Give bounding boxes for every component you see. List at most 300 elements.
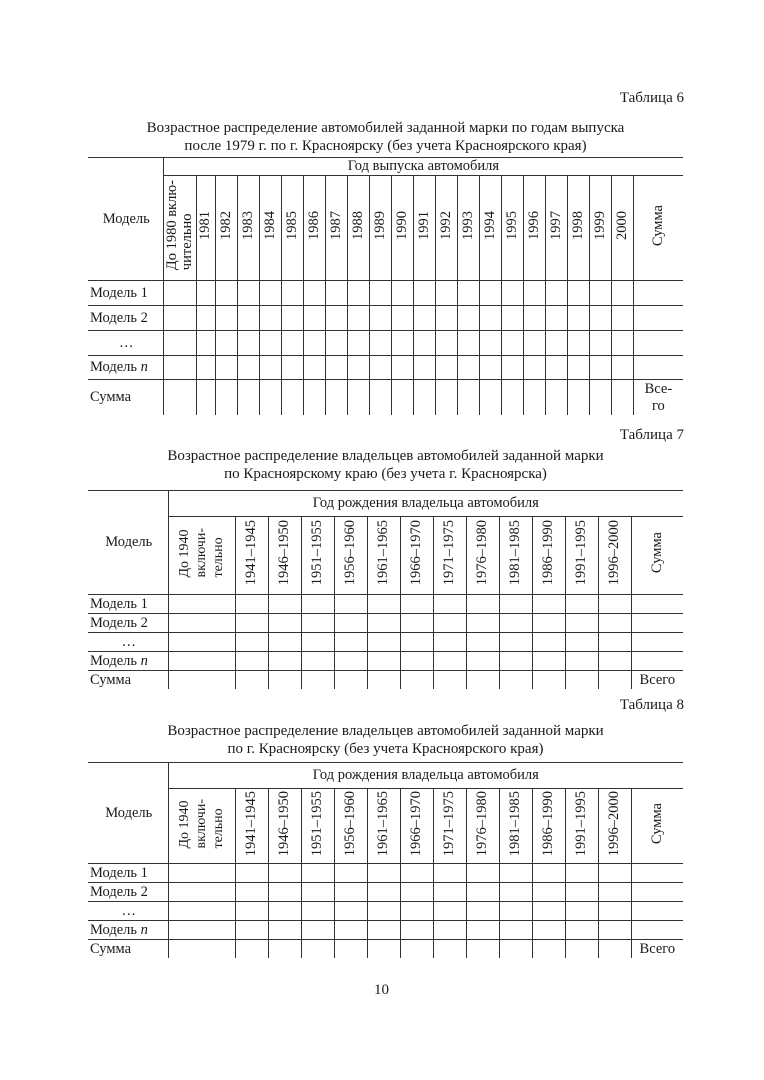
- empty-cell: [433, 652, 466, 671]
- empty-cell: [435, 356, 457, 380]
- empty-cell: [259, 281, 281, 306]
- empty-cell: [631, 902, 683, 921]
- empty-cell: [400, 633, 433, 652]
- empty-cell: [391, 306, 413, 331]
- table-row: [88, 595, 683, 614]
- empty-cell: [235, 652, 268, 671]
- table-row: [88, 331, 683, 356]
- empty-cell: [589, 356, 611, 380]
- empty-cell: [347, 306, 369, 331]
- empty-cell: [303, 356, 325, 380]
- column-header-cell: [457, 176, 479, 281]
- column-header: 1971–1975: [441, 520, 457, 586]
- empty-cell: [598, 864, 631, 883]
- sum-column-header: Сумма: [649, 204, 666, 247]
- model-header-cell: [88, 491, 168, 595]
- empty-cell: [301, 940, 334, 959]
- empty-cell: [413, 281, 435, 306]
- column-header-cell: [501, 176, 523, 281]
- column-header-cell: [391, 176, 413, 281]
- empty-cell: [532, 902, 565, 921]
- column-header: 1981: [197, 211, 213, 240]
- empty-cell: [400, 921, 433, 940]
- sum-column-header: Сумма: [648, 532, 665, 574]
- row-label-italic: n: [140, 921, 148, 938]
- column-header: 1999: [591, 211, 608, 240]
- empty-cell: [413, 356, 435, 380]
- table-row: [88, 306, 683, 331]
- empty-cell: [598, 921, 631, 940]
- empty-cell: [435, 281, 457, 306]
- empty-cell: [631, 864, 683, 883]
- empty-cell: [334, 902, 367, 921]
- empty-cell: [466, 595, 499, 614]
- empty-cell: [523, 356, 545, 380]
- empty-cell: [301, 671, 334, 690]
- column-header: 1946–1950: [276, 790, 292, 857]
- model-header-cell: [88, 763, 168, 864]
- empty-cell: [235, 902, 268, 921]
- empty-cell: [501, 331, 523, 356]
- row-label: …: [119, 334, 134, 351]
- row-label: …: [121, 902, 136, 919]
- row-label-cell: [88, 633, 168, 652]
- empty-cell: [303, 306, 325, 331]
- empty-cell: [523, 380, 545, 416]
- empty-cell: [565, 614, 598, 633]
- column-header: 1946–1950: [276, 520, 292, 586]
- column-header-cell: [215, 176, 237, 281]
- empty-cell: [433, 671, 466, 690]
- empty-cell: [268, 633, 301, 652]
- empty-cell: [611, 356, 633, 380]
- empty-cell: [334, 921, 367, 940]
- column-header-cell: [479, 176, 501, 281]
- empty-cell: [532, 652, 565, 671]
- empty-cell: [367, 902, 400, 921]
- empty-cell: [325, 306, 347, 331]
- empty-cell: [168, 614, 235, 633]
- empty-cell: [611, 281, 633, 306]
- empty-cell: [268, 883, 301, 902]
- empty-cell: [400, 883, 433, 902]
- table-6-title: [88, 119, 683, 155]
- row-label: Модель 2: [90, 614, 148, 631]
- empty-cell: [435, 306, 457, 331]
- column-header: 1983: [239, 211, 256, 240]
- column-header: 1988: [349, 211, 366, 240]
- empty-cell: [367, 614, 400, 633]
- column-header-cell: [268, 789, 301, 864]
- column-header-cell: [499, 789, 532, 864]
- column-header: 1996–2000: [606, 790, 622, 857]
- column-header-cell: [235, 517, 268, 595]
- column-header-cell: [168, 517, 235, 595]
- empty-cell: [367, 940, 400, 959]
- table-8-title: [88, 722, 683, 758]
- empty-cell: [565, 940, 598, 959]
- table-7-title-line-1: Возрастное распределение владельцев автомобилей заданной марки: [167, 448, 604, 464]
- empty-cell: [301, 883, 334, 902]
- empty-cell: [301, 633, 334, 652]
- column-header: 1996–2000: [606, 520, 622, 586]
- row-label-cell: [88, 331, 163, 356]
- empty-cell: [168, 921, 235, 940]
- table-row: [88, 652, 683, 671]
- sum-row: [88, 671, 683, 690]
- empty-cell: [268, 921, 301, 940]
- column-header-cell: [565, 789, 598, 864]
- empty-cell: [523, 281, 545, 306]
- row-label: Модель 2: [90, 309, 148, 326]
- empty-cell: [168, 940, 235, 959]
- page-number: 10: [374, 982, 389, 998]
- empty-cell: [237, 281, 259, 306]
- empty-cell: [369, 331, 391, 356]
- empty-cell: [499, 595, 532, 614]
- empty-cell: [413, 331, 435, 356]
- empty-cell: [532, 671, 565, 690]
- empty-cell: [499, 883, 532, 902]
- empty-cell: [565, 633, 598, 652]
- column-header-cell: [400, 517, 433, 595]
- empty-cell: [334, 883, 367, 902]
- empty-cell: [367, 671, 400, 690]
- group-header: Год рождения владельца автомобиля: [168, 491, 683, 517]
- row-label-italic: n: [140, 359, 148, 375]
- empty-cell: [215, 331, 237, 356]
- column-header: 1966–1970: [408, 790, 424, 857]
- empty-cell: [532, 921, 565, 940]
- empty-cell: [598, 595, 631, 614]
- empty-cell: [367, 883, 400, 902]
- column-header: 1995: [503, 211, 520, 240]
- row-label-cell: [88, 921, 168, 940]
- column-header-cell: [433, 517, 466, 595]
- empty-cell: [235, 595, 268, 614]
- empty-cell: [196, 306, 215, 331]
- column-header-cell: [259, 176, 281, 281]
- grand-total-cell: Всего: [631, 671, 683, 690]
- empty-cell: [268, 864, 301, 883]
- empty-cell: [479, 281, 501, 306]
- empty-cell: [268, 940, 301, 959]
- empty-cell: [369, 356, 391, 380]
- table-7: [88, 490, 683, 689]
- empty-cell: [466, 652, 499, 671]
- empty-cell: [367, 595, 400, 614]
- column-header: 1951–1955: [309, 520, 325, 586]
- empty-cell: [235, 671, 268, 690]
- empty-cell: [567, 380, 589, 416]
- column-header-cell: [235, 789, 268, 864]
- empty-cell: [457, 331, 479, 356]
- empty-cell: [237, 306, 259, 331]
- empty-cell: [499, 902, 532, 921]
- header-row: [88, 491, 683, 517]
- column-header: 1951–1955: [309, 790, 325, 857]
- empty-cell: [611, 380, 633, 416]
- empty-cell: [545, 380, 567, 416]
- column-header: 1998: [569, 211, 586, 240]
- row-label-cell: [88, 883, 168, 902]
- empty-cell: [168, 671, 235, 690]
- row-label: Модель n: [90, 359, 148, 375]
- empty-cell: [196, 356, 215, 380]
- row-label: Модель 1: [90, 595, 148, 612]
- empty-cell: [631, 883, 683, 902]
- empty-cell: [598, 633, 631, 652]
- empty-cell: [163, 356, 196, 380]
- empty-cell: [301, 595, 334, 614]
- column-header-cell: [499, 517, 532, 595]
- empty-cell: [367, 864, 400, 883]
- empty-cell: [367, 633, 400, 652]
- row-label-cell: [88, 281, 163, 306]
- empty-cell: [235, 883, 268, 902]
- column-header-cell: [466, 789, 499, 864]
- empty-cell: [168, 883, 235, 902]
- column-header-cell: [334, 517, 367, 595]
- empty-cell: [479, 306, 501, 331]
- empty-cell: [565, 595, 598, 614]
- empty-cell: [466, 921, 499, 940]
- empty-cell: [281, 306, 303, 331]
- empty-cell: [334, 633, 367, 652]
- empty-cell: [598, 883, 631, 902]
- empty-cell: [259, 380, 281, 416]
- column-header: 1981–1985: [507, 790, 523, 857]
- empty-cell: [567, 306, 589, 331]
- column-header-cell: [303, 176, 325, 281]
- empty-cell: [347, 281, 369, 306]
- column-header: 1990: [393, 211, 410, 240]
- empty-cell: [433, 883, 466, 902]
- sum-row: [88, 380, 683, 416]
- table-row: [88, 883, 683, 902]
- empty-cell: [334, 595, 367, 614]
- empty-cell: [433, 921, 466, 940]
- column-header-cell: [347, 176, 369, 281]
- empty-cell: [598, 614, 631, 633]
- column-header: 1997: [547, 211, 564, 240]
- table-7-title: [88, 447, 683, 483]
- empty-cell: [303, 380, 325, 416]
- column-header-cell: [196, 176, 215, 281]
- empty-cell: [301, 864, 334, 883]
- empty-cell: [532, 883, 565, 902]
- empty-cell: [532, 864, 565, 883]
- empty-cell: [466, 940, 499, 959]
- empty-cell: [400, 864, 433, 883]
- column-header: 1994: [481, 211, 498, 240]
- group-header: Год выпуска автомобиля: [163, 158, 683, 176]
- empty-cell: [565, 902, 598, 921]
- empty-cell: [433, 614, 466, 633]
- column-header-row: [88, 176, 683, 281]
- empty-cell: [479, 356, 501, 380]
- column-header: 1961–1965: [375, 790, 391, 857]
- table-row: [88, 614, 683, 633]
- row-label-cell: [88, 614, 168, 633]
- empty-cell: [334, 652, 367, 671]
- empty-cell: [499, 614, 532, 633]
- table-row: [88, 921, 683, 940]
- empty-cell: [633, 356, 683, 380]
- column-header-cell: [334, 789, 367, 864]
- empty-cell: [532, 633, 565, 652]
- empty-cell: [598, 902, 631, 921]
- empty-cell: [325, 380, 347, 416]
- empty-cell: [347, 331, 369, 356]
- empty-cell: [235, 921, 268, 940]
- empty-cell: [215, 306, 237, 331]
- column-header: 1981–1985: [507, 520, 523, 586]
- empty-cell: [433, 902, 466, 921]
- table-row: [88, 902, 683, 921]
- empty-cell: [631, 652, 683, 671]
- column-header: 1996: [525, 211, 542, 240]
- table-row: [88, 356, 683, 380]
- grand-total-cell: Всего: [631, 940, 683, 959]
- column-header: 1984: [261, 211, 278, 240]
- model-header-cell: [88, 158, 163, 281]
- empty-cell: [499, 652, 532, 671]
- empty-cell: [565, 883, 598, 902]
- row-label: Модель n: [90, 652, 148, 669]
- column-header: 1991–1995: [573, 790, 589, 857]
- empty-cell: [334, 940, 367, 959]
- column-header: 1971–1975: [441, 790, 457, 857]
- column-header-cell: [168, 789, 235, 864]
- empty-cell: [400, 671, 433, 690]
- empty-cell: [631, 595, 683, 614]
- empty-cell: [325, 281, 347, 306]
- column-header-cell: [367, 517, 400, 595]
- empty-cell: [196, 380, 215, 416]
- empty-cell: [281, 380, 303, 416]
- column-header: 1985: [283, 211, 300, 240]
- column-header: 1956–1960: [342, 520, 358, 586]
- empty-cell: [400, 902, 433, 921]
- empty-cell: [633, 306, 683, 331]
- empty-cell: [268, 614, 301, 633]
- empty-cell: [433, 633, 466, 652]
- empty-cell: [301, 902, 334, 921]
- empty-cell: [281, 281, 303, 306]
- empty-cell: [196, 331, 215, 356]
- column-header-cell: [400, 789, 433, 864]
- empty-cell: [499, 671, 532, 690]
- row-label: Модель n: [90, 921, 148, 938]
- empty-cell: [235, 633, 268, 652]
- row-label-cell: [88, 356, 163, 380]
- column-header: До 1980 вклю- чительно: [163, 180, 195, 271]
- column-header: 1976–1980: [474, 790, 490, 857]
- empty-cell: [565, 921, 598, 940]
- table-8: [88, 762, 683, 958]
- empty-cell: [435, 380, 457, 416]
- empty-cell: [457, 306, 479, 331]
- column-header-cell: [268, 517, 301, 595]
- table-row: [88, 633, 683, 652]
- empty-cell: [631, 614, 683, 633]
- empty-cell: [391, 356, 413, 380]
- empty-cell: [457, 281, 479, 306]
- empty-cell: [391, 331, 413, 356]
- empty-cell: [501, 356, 523, 380]
- empty-cell: [545, 281, 567, 306]
- empty-cell: [499, 864, 532, 883]
- empty-cell: [633, 281, 683, 306]
- sum-column-header-cell: [631, 517, 683, 595]
- empty-cell: [235, 940, 268, 959]
- column-header-cell: [367, 789, 400, 864]
- empty-cell: [499, 921, 532, 940]
- empty-cell: [196, 281, 215, 306]
- empty-cell: [235, 614, 268, 633]
- row-label-italic: n: [140, 652, 148, 669]
- sum-row-label: Сумма: [88, 380, 163, 416]
- column-header-cell: [301, 789, 334, 864]
- row-label: Модель 2: [90, 883, 148, 900]
- empty-cell: [433, 864, 466, 883]
- empty-cell: [237, 331, 259, 356]
- empty-cell: [325, 331, 347, 356]
- empty-cell: [301, 921, 334, 940]
- empty-cell: [567, 356, 589, 380]
- column-header-cell: [523, 176, 545, 281]
- column-header: 1986–1990: [540, 520, 556, 586]
- row-label: Модель 1: [90, 284, 148, 301]
- empty-cell: [479, 380, 501, 416]
- empty-cell: [499, 940, 532, 959]
- column-header-row: [88, 789, 683, 864]
- empty-cell: [168, 595, 235, 614]
- column-header: 1991: [415, 211, 432, 240]
- sum-column-header: Сумма: [648, 802, 665, 845]
- column-header: 1966–1970: [408, 520, 424, 586]
- empty-cell: [433, 595, 466, 614]
- empty-cell: [598, 652, 631, 671]
- empty-cell: [268, 595, 301, 614]
- table-6-label: Таблица 6: [619, 90, 684, 106]
- empty-cell: [466, 902, 499, 921]
- column-header: 2000: [613, 211, 630, 240]
- column-header: 1992: [437, 211, 454, 240]
- empty-cell: [545, 331, 567, 356]
- column-header: 1987: [327, 211, 344, 240]
- column-header-cell: [567, 176, 589, 281]
- column-header-cell: [532, 517, 565, 595]
- column-header: 1986: [305, 211, 322, 240]
- empty-cell: [631, 633, 683, 652]
- row-label-cell: [88, 902, 168, 921]
- empty-cell: [369, 380, 391, 416]
- empty-cell: [532, 595, 565, 614]
- header-row: [88, 763, 683, 789]
- table-7-label: Таблица 7: [619, 427, 684, 443]
- table-8-title-line-2: по г. Красноярску (без учета Красноярского края): [227, 741, 544, 757]
- column-header: 1941–1945: [243, 790, 259, 857]
- column-header-cell: [589, 176, 611, 281]
- empty-cell: [523, 306, 545, 331]
- empty-cell: [168, 633, 235, 652]
- column-header-cell: [466, 517, 499, 595]
- column-header-cell: [369, 176, 391, 281]
- empty-cell: [565, 652, 598, 671]
- column-header-cell: [301, 517, 334, 595]
